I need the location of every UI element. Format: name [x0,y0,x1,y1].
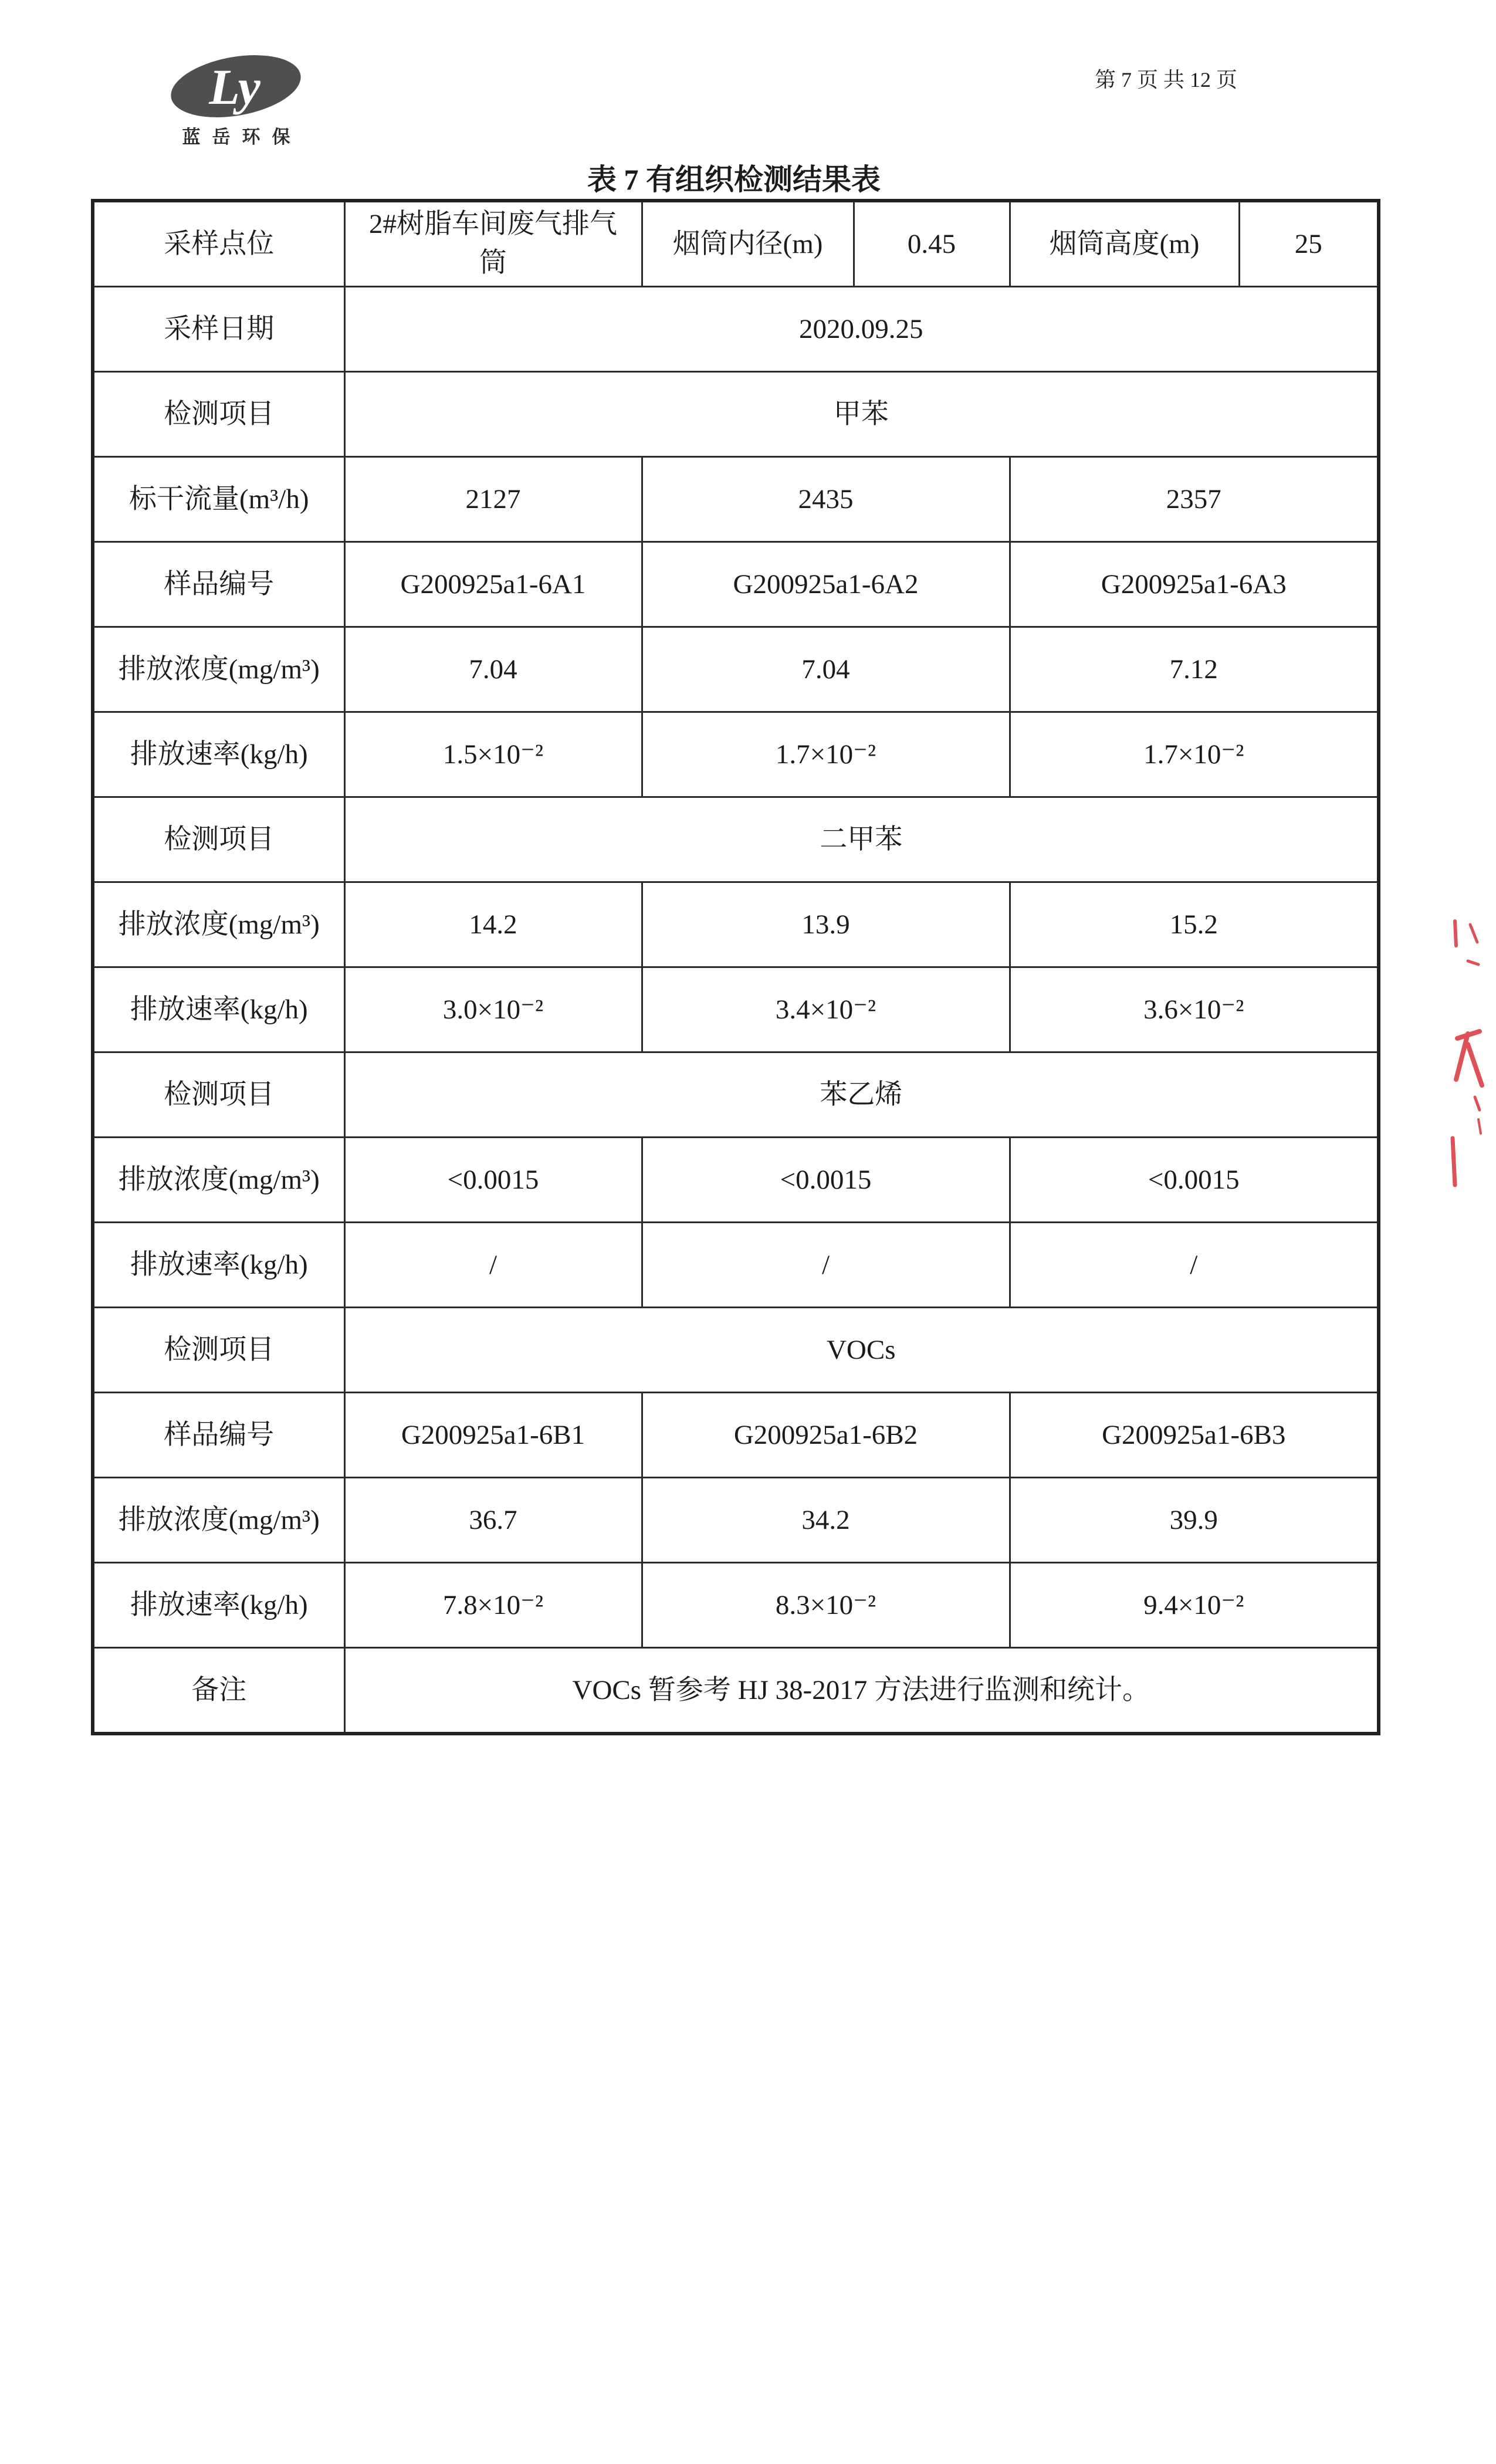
sampling-point-value: 2#树脂车间废气排气筒 [369,209,617,278]
company-logo [165,48,306,124]
row-label: 排放速率(kg/h) [93,712,344,797]
row-value: G200925a1-6A1 [344,542,642,627]
table-row [93,1052,1379,1138]
table-row [93,797,1379,882]
test-item-label: 检测项目 [93,1052,344,1138]
row-value: / [642,1223,1010,1308]
row-value: 36.7 [344,1478,642,1563]
row-value: 13.9 [642,882,1010,967]
row-value: 7.8×10⁻² [344,1563,642,1648]
row-value: 8.3×10⁻² [642,1563,1010,1648]
page-indicator: 第 7 页 共 12 页 [1095,68,1238,92]
test-item-value: 二甲苯 [344,797,1379,882]
row-value: 3.0×10⁻² [344,967,642,1052]
table-row [93,967,1379,1052]
row-value: 34.2 [642,1478,1010,1563]
row-value: <0.0015 [642,1138,1010,1223]
row-value: 7.12 [1010,627,1379,712]
row-value: <0.0015 [1010,1138,1379,1223]
table-row [93,457,1379,542]
test-item-label: 检测项目 [93,1308,344,1393]
row-value: <0.0015 [344,1138,642,1223]
test-item-value: 苯乙烯 [344,1052,1379,1138]
row-value: / [1010,1223,1379,1308]
table-row [93,1308,1379,1393]
row-value: 3.6×10⁻² [1010,967,1379,1052]
row-label: 排放浓度(mg/m³) [93,1478,344,1563]
row-label: 排放速率(kg/h) [93,967,344,1052]
company-name: 蓝岳环保 [182,127,302,147]
row-label: 样品编号 [93,1393,344,1478]
row-label: 标干流量(m³/h) [93,457,344,542]
table-row [93,1648,1379,1734]
row-value: 2127 [344,457,642,542]
test-item-value: VOCs [344,1308,1379,1393]
row-value: G200925a1-6B1 [344,1393,642,1478]
table-title: 表 7 有组织检测结果表 [587,163,881,196]
row-value: G200925a1-6A3 [1010,542,1379,627]
row-label: 排放速率(kg/h) [93,1563,344,1648]
table-row [93,1138,1379,1223]
table-row [93,712,1379,797]
results-table [91,199,1380,1735]
row-label: 排放浓度(mg/m³) [93,882,344,967]
test-item-value: 甲苯 [344,372,1379,457]
stack-height-value: 25 [1239,201,1379,287]
table-row [93,287,1379,372]
stack-height-label: 烟筒高度(m) [1010,201,1239,287]
sampling-date-label: 采样日期 [93,287,344,372]
table-row [93,882,1379,967]
row-value: 7.04 [642,627,1010,712]
sampling-point-cell [344,201,642,287]
row-label: 排放速率(kg/h) [93,1223,344,1308]
table-row [93,627,1379,712]
row-value: 15.2 [1010,882,1379,967]
row-value: 1.7×10⁻² [642,712,1010,797]
stack-diameter-value: 0.45 [854,201,1010,287]
table-row [93,1223,1379,1308]
row-value: 7.04 [344,627,642,712]
seal-fragment [1444,903,1491,1209]
row-value: G200925a1-6B2 [642,1393,1010,1478]
row-value: G200925a1-6A2 [642,542,1010,627]
test-item-label: 检测项目 [93,797,344,882]
row-value: G200925a1-6B3 [1010,1393,1379,1478]
row-value: 14.2 [344,882,642,967]
row-value: 39.9 [1010,1478,1379,1563]
stack-diameter-label: 烟筒内径(m) [642,201,854,287]
row-value: 3.4×10⁻² [642,967,1010,1052]
row-value: 9.4×10⁻² [1010,1563,1379,1648]
row-label: 排放浓度(mg/m³) [93,1138,344,1223]
table-row [93,201,1379,287]
remark-value: VOCs 暂参考 HJ 38-2017 方法进行监测和统计。 [344,1648,1379,1734]
table-row [93,1563,1379,1648]
row-value: 1.5×10⁻² [344,712,642,797]
table-row [93,372,1379,457]
sampling-date-value: 2020.09.25 [344,287,1379,372]
row-value: / [344,1223,642,1308]
sampling-point-label: 采样点位 [93,201,344,287]
remark-label: 备注 [93,1648,344,1734]
table-row [93,542,1379,627]
row-label: 样品编号 [93,542,344,627]
row-value: 2435 [642,457,1010,542]
row-label: 排放浓度(mg/m³) [93,627,344,712]
row-value: 1.7×10⁻² [1010,712,1379,797]
test-item-label: 检测项目 [93,372,344,457]
row-value: 2357 [1010,457,1379,542]
logo-mark: Ly [209,59,260,115]
table-row [93,1393,1379,1478]
table-row [93,1478,1379,1563]
